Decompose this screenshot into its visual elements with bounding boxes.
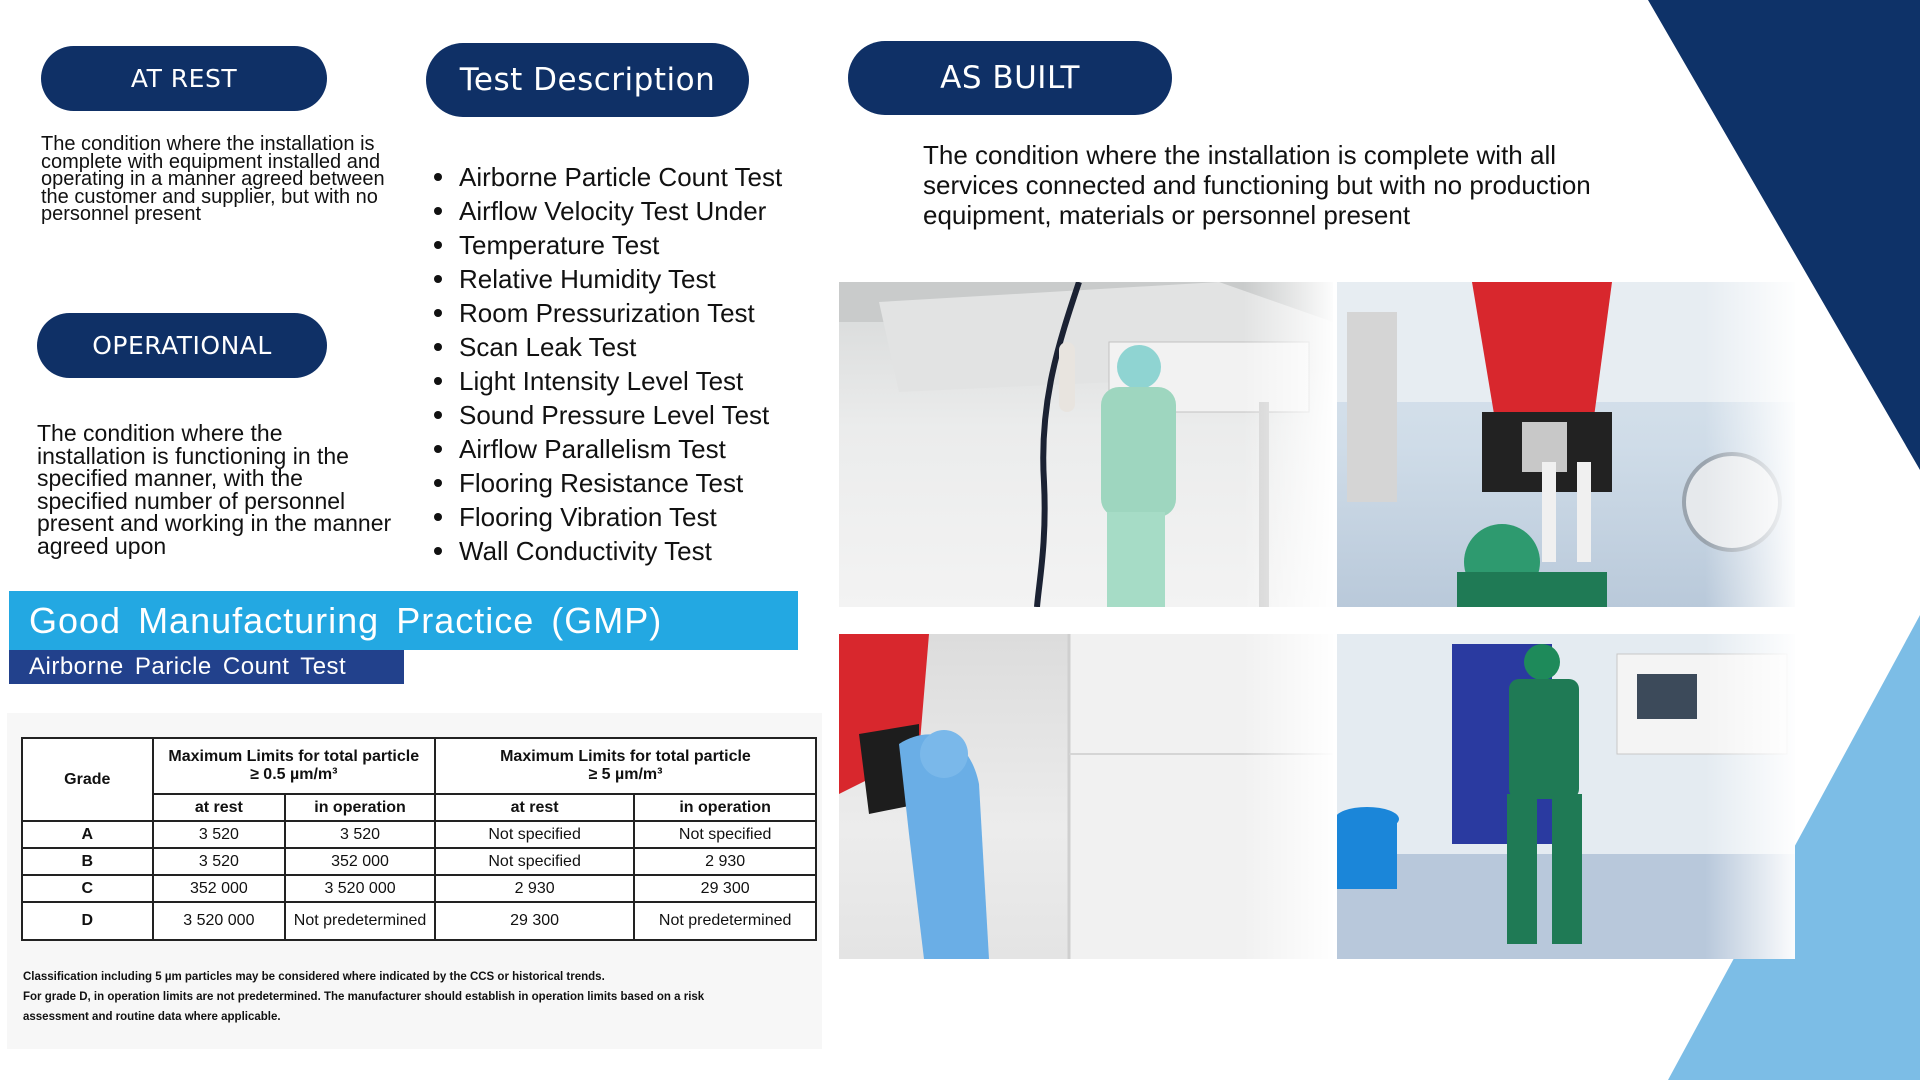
- bullet-icon: [434, 513, 442, 521]
- gmp-subtitle: Airborne Paricle Count Test: [29, 653, 347, 680]
- grade-table-panel: [7, 713, 822, 1049]
- grade-limits-table: [21, 737, 817, 941]
- group2-header-line1: Maximum Limits for total particle: [500, 748, 751, 765]
- operational-description: The condition where the installation is functioning in the specified manner, with the specified number of personnel present and working in the manner agreed upon: [37, 420, 392, 559]
- table-cell: 352 000: [285, 848, 435, 875]
- test-name: Airborne Particle Count Test: [459, 162, 783, 192]
- bullet-icon: [434, 241, 442, 249]
- table-row: [22, 875, 816, 902]
- list-item: [434, 432, 782, 466]
- photo-technician-in-coverall: [839, 634, 1333, 959]
- list-item: [434, 466, 782, 500]
- test-name: Wall Conductivity Test: [459, 536, 712, 566]
- operational-label: OPERATIONAL: [37, 313, 327, 378]
- table-cell: 3 520: [153, 821, 286, 848]
- table-notes: [23, 967, 813, 1027]
- test-name: Room Pressurization Test: [459, 298, 755, 328]
- gmp-title: Good Manufacturing Practice (GMP): [29, 599, 663, 641]
- test-name: Light Intensity Level Test: [459, 366, 744, 396]
- test-name: Flooring Vibration Test: [459, 502, 717, 532]
- table-cell: 352 000: [153, 875, 286, 902]
- photo-hood-measurement: [1337, 282, 1795, 607]
- subheader-in-operation: in operation: [634, 794, 816, 821]
- bullet-icon: [434, 207, 442, 215]
- list-item: [434, 500, 782, 534]
- gmp-title-bar: [9, 591, 798, 650]
- test-name: Relative Humidity Test: [459, 264, 716, 294]
- group2-header: [435, 738, 816, 794]
- table-row: [22, 848, 816, 875]
- group2-header-line2: ≥ 5 µm/m³: [588, 766, 663, 783]
- table-cell: 2 930: [634, 848, 816, 875]
- table-header-row: [22, 738, 816, 794]
- table-row: [22, 821, 816, 848]
- group1-header-line1: Maximum Limits for total particle: [168, 748, 420, 765]
- group1-header-line2: ≥ 0.5 µm/m³: [250, 766, 338, 783]
- table-cell: 29 300: [634, 875, 816, 902]
- grade-header: Grade: [22, 738, 153, 821]
- test-name: Sound Pressure Level Test: [459, 400, 770, 430]
- subheader-at-rest: at rest: [153, 794, 286, 821]
- table-cell: Not specified: [634, 821, 816, 848]
- photo-technician-on-ladder: [839, 282, 1333, 607]
- bullet-icon: [434, 547, 442, 555]
- table-cell: Not predetermined: [285, 902, 435, 940]
- list-item: [434, 194, 782, 228]
- list-item: [434, 364, 782, 398]
- table-cell: Not predetermined: [634, 902, 816, 940]
- table-cell: 3 520 000: [153, 902, 286, 940]
- gmp-subtitle-bar: [9, 650, 404, 684]
- table-cell: Not specified: [435, 821, 634, 848]
- grade-cell: B: [22, 848, 153, 875]
- list-item: [434, 330, 782, 364]
- bullet-icon: [434, 479, 442, 487]
- list-item: [434, 534, 782, 568]
- grade-cell: A: [22, 821, 153, 848]
- table-cell: 2 930: [435, 875, 634, 902]
- list-item: [434, 262, 782, 296]
- test-name: Scan Leak Test: [459, 332, 637, 362]
- subheader-in-operation: in operation: [285, 794, 435, 821]
- test-name: Flooring Resistance Test: [459, 468, 744, 498]
- table-cell: 29 300: [435, 902, 634, 940]
- at-rest-label: AT REST: [41, 46, 327, 111]
- table-cell: Not specified: [435, 848, 634, 875]
- list-item: [434, 160, 782, 194]
- test-list: [434, 160, 782, 568]
- table-note: For grade D, in operation limits are not predetermined. The manufacturer should establish in operation limits based on a risk assessment and routine data where applicable.: [23, 991, 705, 1023]
- bullet-icon: [434, 275, 442, 283]
- bullet-icon: [434, 309, 442, 317]
- table-note: Classification including 5 µm particles may be considered where indicated by the CCS or historical trends.: [23, 971, 605, 983]
- table-cell: 3 520 000: [285, 875, 435, 902]
- as-built-label: AS BUILT: [848, 41, 1172, 115]
- list-item: [434, 296, 782, 330]
- test-name: Airflow Velocity Test Under: [459, 196, 767, 226]
- test-name: Temperature Test: [459, 230, 660, 260]
- subheader-at-rest: at rest: [435, 794, 634, 821]
- table-cell: 3 520: [153, 848, 286, 875]
- grade-cell: D: [22, 902, 153, 940]
- bullet-icon: [434, 411, 442, 419]
- bullet-icon: [434, 343, 442, 351]
- group1-header: [153, 738, 435, 794]
- as-built-description: The condition where the installation is complete with all services connected and functioning but with no production equipment, materials or personnel present: [923, 140, 1591, 230]
- list-item: [434, 228, 782, 262]
- bullet-icon: [434, 173, 442, 181]
- grade-cell: C: [22, 875, 153, 902]
- table-cell: 3 520: [285, 821, 435, 848]
- at-rest-description: The condition where the installation is complete with equipment installed and operating in a manner agreed between the customer and supplier, but with no personnel present: [41, 133, 385, 225]
- list-item: [434, 398, 782, 432]
- test-description-label: Test Description: [426, 43, 749, 117]
- bullet-icon: [434, 377, 442, 385]
- test-name: Airflow Parallelism Test: [459, 434, 726, 464]
- table-row: [22, 902, 816, 940]
- photo-technician-operating-room: [1337, 634, 1795, 959]
- bullet-icon: [434, 445, 442, 453]
